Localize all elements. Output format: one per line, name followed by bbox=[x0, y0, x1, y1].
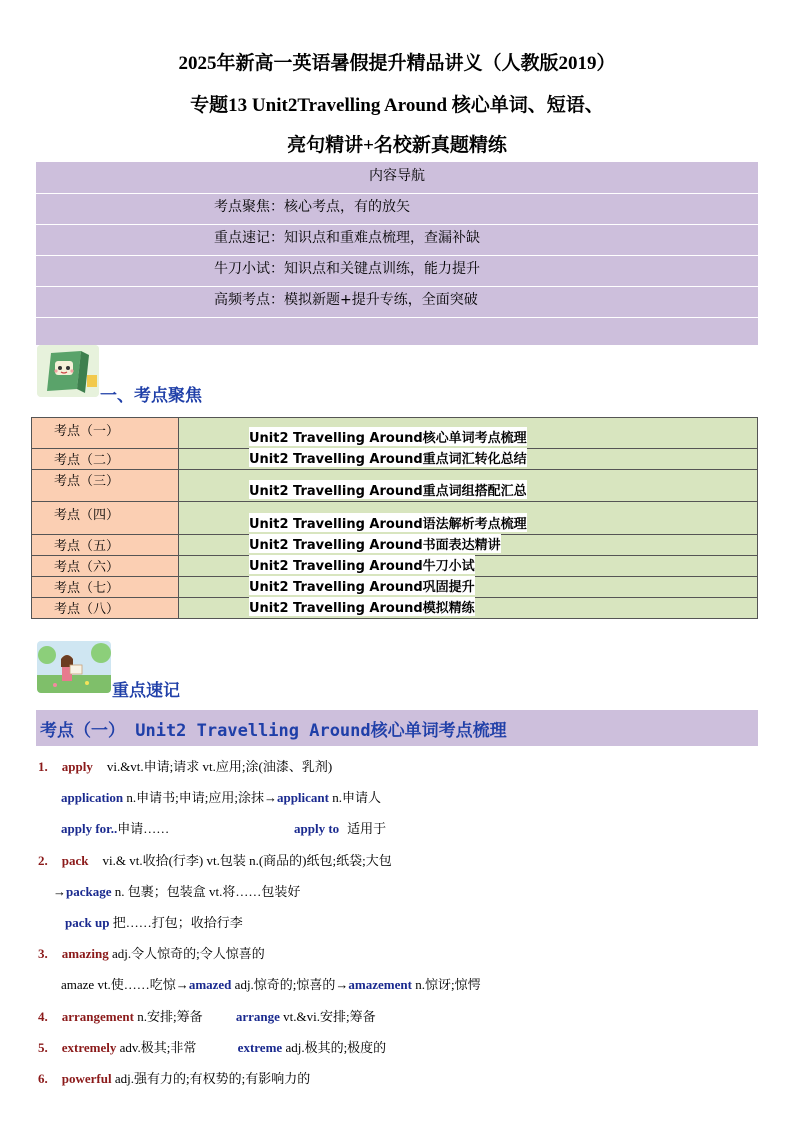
nav-row: 牛刀小试：知识点和关键点训练，能力提升 bbox=[214, 261, 480, 277]
topic-key: 考点（三） bbox=[32, 470, 179, 502]
table-row bbox=[32, 577, 758, 598]
topic-table bbox=[31, 417, 758, 619]
topic-key: 考点（七） bbox=[32, 577, 179, 598]
vocab-line: apply for..申请…… bbox=[61, 821, 170, 836]
topic-key: 考点（二） bbox=[32, 449, 179, 470]
vocab-item-pack: 2. pack vi.& vt.收拾(行李) vt.包装 n.(商品的)纸包;纸袋;大包 bbox=[38, 853, 392, 868]
book-mascot-icon bbox=[37, 345, 99, 397]
doc-subtitle-2: 亮句精讲+名校新真题精练 bbox=[287, 135, 507, 156]
nav-row: 高频考点：模拟新题+提升专练，全面突破 bbox=[214, 292, 478, 308]
topic-cell[interactable]: Unit2 Travelling Around核心单词考点梳理 bbox=[179, 418, 758, 449]
nav-row: 重点速记：知识点和重难点梳理，查漏补缺 bbox=[214, 230, 480, 246]
table-row bbox=[32, 598, 758, 619]
nav-divider bbox=[36, 286, 758, 287]
nav-divider bbox=[36, 255, 758, 256]
vocab-line: application n.申请书;申请;应用;涂抹→applicant n.申请人 bbox=[61, 790, 381, 805]
table-row bbox=[32, 556, 758, 577]
topic-cell[interactable]: Unit2 Travelling Around模拟精练 bbox=[179, 598, 758, 619]
topic-cell[interactable]: Unit2 Travelling Around语法解析考点梳理 bbox=[179, 502, 758, 535]
nav-divider bbox=[36, 317, 758, 318]
vocab-item-extremely: 5. extremely adv.极其;非常 extreme adj.极其的;极度的 bbox=[38, 1040, 387, 1055]
vocab-line: apply to 适用于 bbox=[294, 821, 387, 836]
topic-key: 考点（五） bbox=[32, 535, 179, 556]
topic-key: 考点（八） bbox=[32, 598, 179, 619]
doc-subtitle: 专题13 Unit2Travelling Around 核心单词、短语、 bbox=[190, 95, 604, 116]
content-navigation bbox=[36, 162, 758, 345]
topic-cell[interactable]: Unit2 Travelling Around巩固提升 bbox=[179, 577, 758, 598]
table-row bbox=[32, 535, 758, 556]
table-row bbox=[32, 449, 758, 470]
topic-band bbox=[36, 710, 758, 746]
table-row bbox=[32, 418, 758, 449]
nav-divider bbox=[36, 193, 758, 194]
girl-reading-icon bbox=[37, 641, 111, 693]
table-row bbox=[32, 502, 758, 535]
doc-title: 2025年新高一英语暑假提升精品讲义（人教版2019） bbox=[178, 53, 616, 74]
nav-divider bbox=[36, 224, 758, 225]
vocab-line: pack up 把……打包；收拾行李 bbox=[65, 915, 243, 930]
topic-key: 考点（六） bbox=[32, 556, 179, 577]
nav-title: 内容导航 bbox=[369, 168, 425, 184]
topic-cell[interactable]: Unit2 Travelling Around重点词组搭配汇总 bbox=[179, 470, 758, 502]
nav-row: 考点聚焦：核心考点，有的放矢 bbox=[214, 199, 410, 215]
topic-cell[interactable]: Unit2 Travelling Around书面表达精讲 bbox=[179, 535, 758, 556]
section-heading-focus: 一、考点聚焦 bbox=[100, 386, 202, 406]
topic-cell[interactable]: Unit2 Travelling Around重点词汇转化总结 bbox=[179, 449, 758, 470]
vocab-line: →package n. 包裹；包装盒 vt.将……包装好 bbox=[53, 884, 301, 899]
table-row bbox=[32, 470, 758, 502]
vocab-item-amazing: 3. amazing adj.令人惊奇的;令人惊喜的 bbox=[38, 946, 265, 961]
topic-key: 考点（四） bbox=[32, 502, 179, 535]
topic-band-title: 考点（一） Unit2 Travelling Around核心单词考点梳理 bbox=[40, 721, 507, 741]
topic-key: 考点（一） bbox=[32, 418, 179, 449]
vocab-line: amaze vt.使……吃惊→amazed adj.惊奇的;惊喜的→amazement n.惊讶;惊愕 bbox=[61, 977, 481, 992]
topic-cell[interactable]: Unit2 Travelling Around牛刀小试 bbox=[179, 556, 758, 577]
vocab-item-powerful: 6. powerful adj.强有力的;有权势的;有影响力的 bbox=[38, 1071, 311, 1086]
vocab-item-apply: 1. apply vi.&vt.申请;请求 vt.应用;涂(油漆、乳剂) bbox=[38, 759, 333, 774]
section-heading-notes: 重点速记 bbox=[112, 681, 180, 701]
vocab-item-arrangement: 4. arrangement n.安排;筹备 arrange vt.&vi.安排;筹备 bbox=[38, 1009, 376, 1024]
